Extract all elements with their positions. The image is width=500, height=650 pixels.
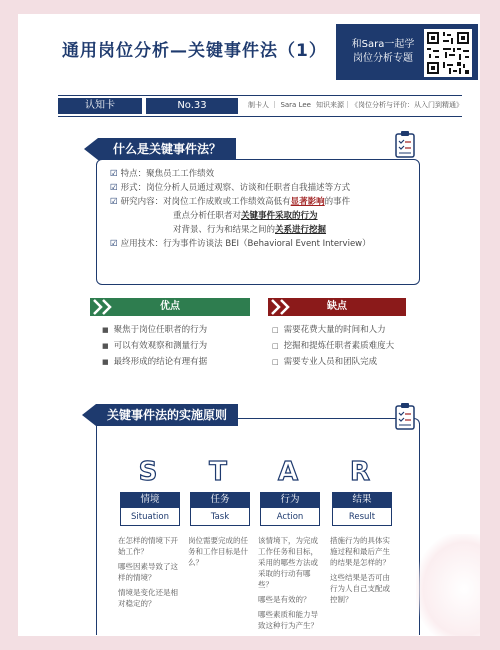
star-question: 岗位需要完成的任务和工作目标是什么？ (188, 536, 248, 567)
star-letter: A (277, 457, 299, 487)
star-label (120, 492, 180, 526)
promo-banner[interactable] (336, 24, 478, 80)
star-heading: 关键事件法的实施原则 (96, 404, 238, 426)
star-label-en: Task (210, 512, 230, 522)
definition-item: ☑ 形式：岗位分析人员通过观察、访谈和任职者自我描述等方式 (110, 183, 351, 193)
star-label-en: Result (348, 512, 376, 522)
star-letter: S (138, 457, 158, 487)
card-number-tag: No.33 (146, 98, 238, 114)
definition-heading: 什么是关键事件法？ (98, 138, 236, 160)
star-label (260, 492, 320, 526)
checkbox-icon: ☑ (110, 169, 118, 179)
star-label-en: Action (276, 512, 304, 522)
star-label-cn: 结果 (332, 492, 392, 508)
promo-line-1: 和Sara一起学 (351, 39, 415, 50)
card-maker: 制卡人 ｜ Sara Lee (248, 101, 311, 109)
pros-label: 优点 (160, 301, 180, 312)
knowledge-card (18, 14, 480, 636)
definition-item: ☑ 特点：聚焦员工工作绩效 (110, 169, 215, 179)
checkbox-icon: ☑ (110, 197, 118, 207)
pros-list (102, 322, 207, 370)
star-question: 哪些因素导致了这样的情境？ (118, 562, 178, 582)
star-questions (330, 535, 396, 609)
decorative-flower (416, 534, 480, 636)
page-title: 通用岗位分析—关键事件法（1） (62, 41, 327, 61)
definition-item: ☑ 应用技术：行为事件访谈法 BEI（Behavioral Event Interview） (110, 239, 371, 249)
star-question: 情境是变化还是相对稳定的？ (118, 588, 178, 608)
pros-item: ■ 最终形成的结论有理有据 (102, 357, 208, 367)
star-label-cn: 任务 (190, 492, 250, 508)
divider-bottom (58, 116, 462, 117)
star-questions (118, 535, 184, 613)
cons-item: □ 需要专业人员和团队完成 (272, 357, 378, 367)
cons-item: □ 挖掘和提炼任职者素质难度大 (272, 341, 395, 351)
checkbox-icon: ☑ (110, 239, 118, 249)
promo-line-2: 岗位分析专题 (353, 53, 413, 64)
clipboard-icon (394, 130, 416, 158)
definition-list (110, 167, 371, 251)
divider-top (58, 95, 462, 96)
star-question: 这些结果是否可由行为人自己支配或控制？ (330, 573, 390, 604)
definition-item: ☑ 研究内容：对岗位工作成败或工作绩效高低有显著影响的事件 (110, 197, 351, 207)
definition-item: 对背景、行为和结果之间的关系进行挖掘 (173, 225, 327, 235)
definition-item: 重点分析任职者对关键事件采取的行为 (173, 211, 318, 221)
star-label (332, 492, 392, 526)
star-question: 哪些是有效的？ (258, 595, 311, 604)
qr-code-icon (424, 29, 472, 77)
pros-item: ■ 聚焦于岗位任职者的行为 (102, 325, 208, 335)
cons-banner (268, 298, 406, 316)
pros-banner (90, 298, 250, 316)
star-label-cn: 情境 (120, 492, 180, 508)
knowledge-source: 知识来源｜《岗位分析与评价：从入门到精通》 (316, 101, 463, 109)
cons-list (272, 322, 394, 370)
star-question: 哪些素质和能力导致这种行为产生？ (258, 610, 318, 630)
star-label-en: Situation (131, 512, 169, 522)
star-question: 该情境下，为完成工作任务和目标，采用的哪些方法或采取的行动有哪些？ (258, 536, 318, 589)
star-question: 措施行为的具体实施过程和最后产生的结果是怎样的？ (330, 536, 390, 567)
info-bar (58, 85, 462, 125)
clipboard-icon (394, 402, 416, 430)
star-questions (258, 535, 324, 635)
star-letter: T (209, 457, 227, 487)
cons-label: 缺点 (327, 301, 347, 312)
star-letter: R (349, 457, 371, 487)
cons-item: □ 需要花费大量的时间和人力 (272, 325, 386, 335)
star-question: 在怎样的情境下开始工作？ (118, 536, 178, 556)
star-questions (188, 535, 254, 572)
star-label (190, 492, 250, 526)
card-type-tag: 认知卡 (58, 98, 142, 114)
star-label-cn: 行为 (260, 492, 320, 508)
pros-item: ■ 可以有效观察和测量行为 (102, 341, 208, 351)
checkbox-icon: ☑ (110, 183, 118, 193)
